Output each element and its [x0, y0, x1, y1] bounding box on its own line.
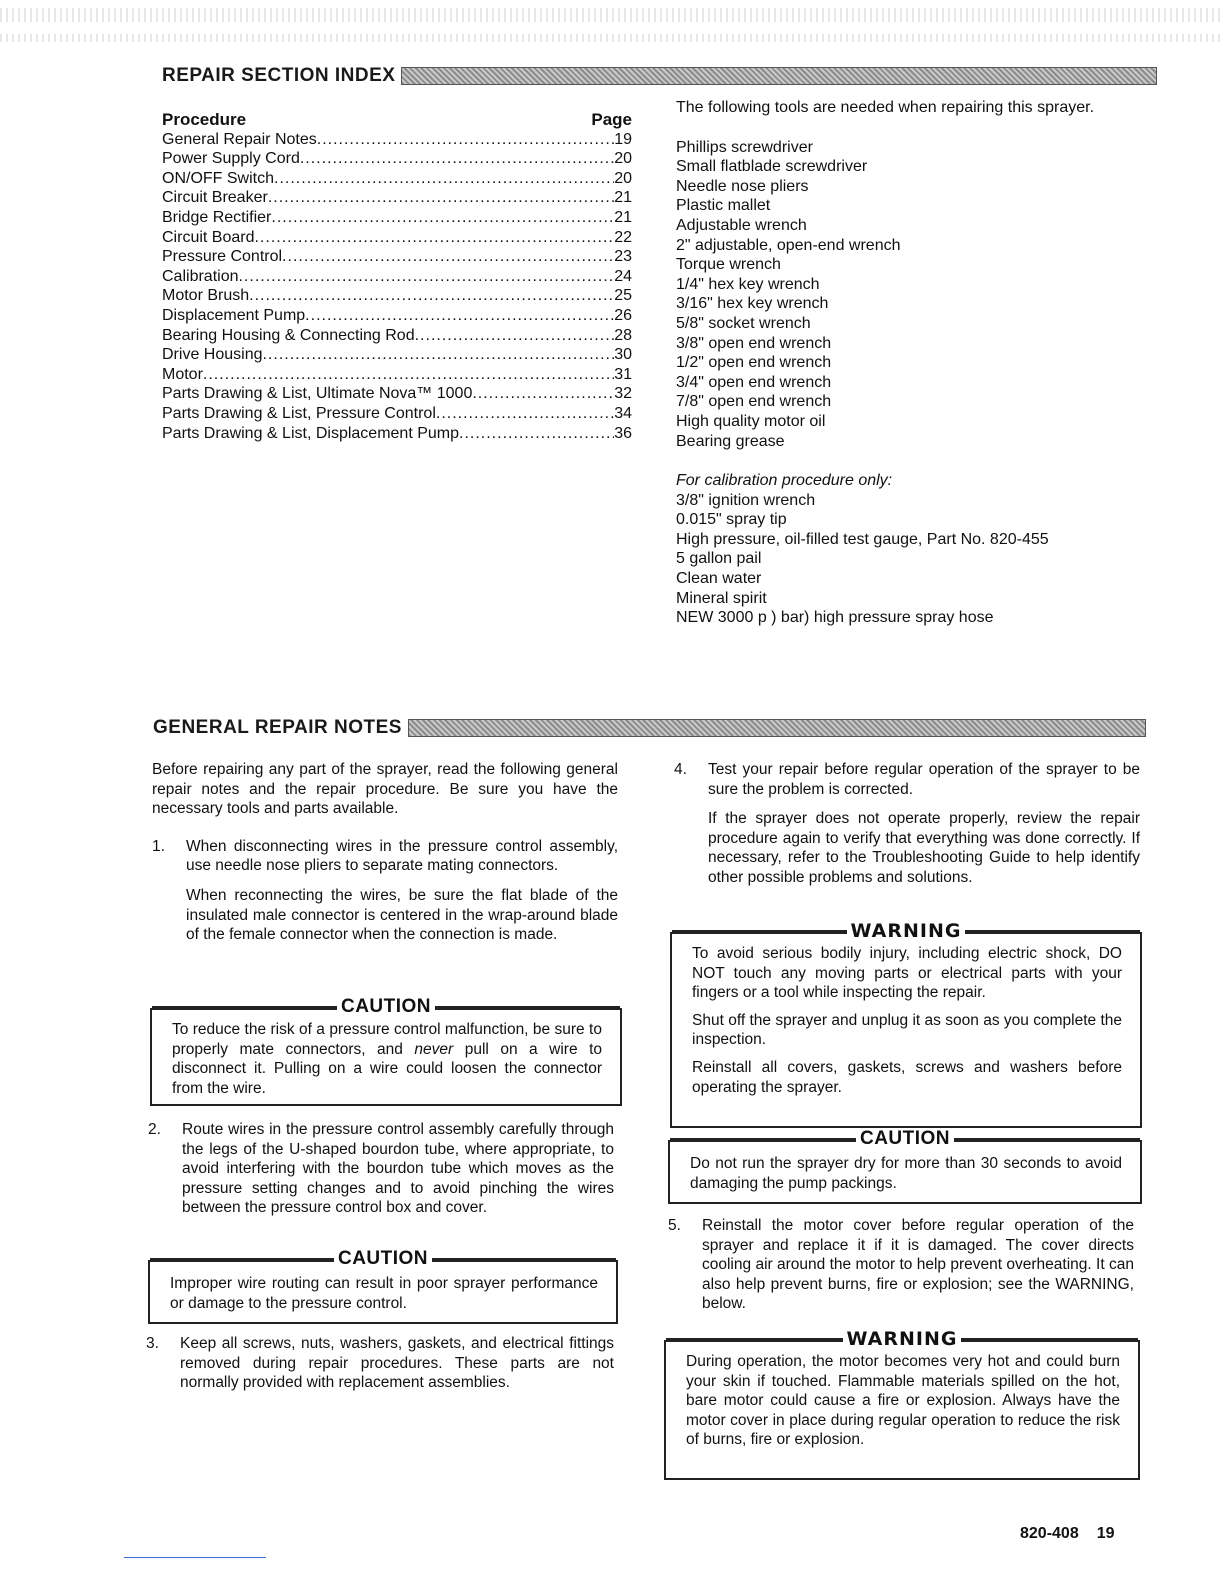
index-page: 31 [614, 365, 632, 383]
index-row [162, 326, 632, 346]
index-procedure: General Repair Notes [162, 130, 317, 148]
page-number: 19 [1096, 1525, 1115, 1542]
step-number: 5. [668, 1217, 681, 1234]
leader-dots [249, 286, 614, 306]
leader-dots [459, 424, 614, 444]
bottom-rule [124, 1557, 266, 1558]
index-row [162, 365, 632, 385]
leader-dots [415, 326, 615, 346]
calibration-items [676, 491, 1146, 628]
repair-index-title: REPAIR SECTION INDEX [162, 65, 396, 86]
calibration-tool-item: NEW 3000 p ) bar) high pressure spray hose [676, 609, 994, 627]
step-text: Keep all screws, nuts, washers, gaskets, and electrical fittings removed during repair procedures. These parts are not normally provided with replacement assemblies. [180, 1335, 614, 1392]
tool-item: Bearing grease [676, 432, 785, 450]
index-procedure: Circuit Board [162, 228, 255, 246]
tool-item: 7/8" open end wrench [676, 393, 832, 411]
index-procedure: ON/OFF Switch [162, 169, 275, 187]
index-procedure: Displacement Pump [162, 306, 306, 324]
index-procedure: Power Supply Cord [162, 150, 300, 168]
index-procedure: Parts Drawing & List, Displacement Pump [162, 424, 459, 442]
index-page: 24 [614, 267, 632, 285]
index-row [162, 247, 632, 267]
general-notes-header [153, 716, 1146, 740]
step-text: Route wires in the pressure control assembly carefully through the legs of the U-shaped bourdon tube, where appropriate, to avoid interfering with the bourdon tube which moves as the pressure setting changes and to avoid pinching the wires between the pressure control box and cover. [182, 1121, 614, 1217]
leader-dots [203, 365, 614, 385]
calibration-tool-item: 0.015" spray tip [676, 511, 787, 529]
leader-dots [274, 169, 614, 189]
index-procedure: Pressure Control [162, 248, 283, 266]
tool-item: High quality motor oil [676, 412, 826, 430]
step-text: Test your repair before regular operation of the sprayer to be sure the problem is corrected. [708, 761, 1140, 798]
step-3 [146, 1334, 614, 1393]
step-4 [674, 760, 1140, 888]
calibration-heading: For calibration procedure only: [676, 472, 893, 490]
index-page: 20 [614, 169, 632, 187]
caution-heading [670, 1128, 1140, 1150]
index-procedure: Bridge Rectifier [162, 208, 272, 226]
step-1 [152, 837, 618, 945]
procedure-column-header: Procedure [162, 110, 247, 129]
page-column-header: Page [591, 110, 632, 129]
index-page: 21 [614, 189, 632, 207]
step-number: 4. [674, 761, 687, 778]
warning-text: To avoid serious bodily injury, including electric shock, DO NOT touch any moving parts or electrical parts with your fingers or a tool while inspecting the repair. Shut off the sprayer and unplug it as soon as you complete the inspection. Reinstall all covers, gaskets, screws and washers before operating the sprayer. [692, 945, 1122, 1096]
tool-item: 5/8" socket wrench [676, 314, 811, 332]
general-notes-title: GENERAL REPAIR NOTES [153, 717, 402, 738]
index-procedure: Bearing Housing & Connecting Rod [162, 326, 415, 344]
index-row [162, 404, 632, 424]
leader-dots [268, 188, 614, 208]
tool-item: Plastic mallet [676, 197, 771, 215]
caution-text: To reduce the risk of a pressure control malfunction, be sure to properly mate connectors, and never pull on a wire to disconnect it. Pulling on a wire could loosen the connector from the wire. [172, 1021, 602, 1097]
leader-dots [238, 267, 614, 287]
tool-item: Small flatblade screwdriver [676, 158, 868, 176]
section-bar [408, 719, 1146, 737]
leader-dots [262, 345, 614, 365]
doc-number: 820-408 [1020, 1525, 1079, 1542]
index-procedure: Parts Drawing & List, Pressure Control [162, 404, 436, 422]
step-subtext: When reconnecting the wires, be sure the flat blade of the insulated male connector is centered in the wrap-around blade of the female connector when the connection is made. [186, 886, 618, 944]
warning-box-2 [664, 1328, 1140, 1480]
caution-box-2 [148, 1248, 618, 1324]
tool-item: 3/16" hex key wrench [676, 295, 829, 313]
scan-artifact [0, 8, 1224, 48]
leader-dots [271, 208, 614, 228]
caution-text: Improper wire routing can result in poor sprayer performance or damage to the pressure control. [170, 1275, 598, 1312]
index-procedure: Motor [162, 365, 203, 383]
index-row [162, 345, 632, 365]
index-row [162, 228, 632, 248]
step-number: 3. [146, 1335, 159, 1352]
warning-heading [672, 920, 1140, 942]
tool-item: Phillips screwdriver [676, 138, 813, 156]
repair-index-table [162, 110, 632, 443]
caution-label: CAUTION [334, 1248, 432, 1270]
tool-item: 3/8" open end wrench [676, 334, 832, 352]
warning-label: WARNING [843, 1328, 962, 1350]
index-page: 36 [614, 424, 632, 442]
caution-label: CAUTION [337, 996, 435, 1018]
index-page: 28 [614, 326, 632, 344]
index-page: 30 [614, 346, 632, 364]
index-page: 25 [614, 287, 632, 305]
step-5 [668, 1216, 1134, 1314]
index-row [162, 149, 632, 169]
warning-box-1 [670, 920, 1142, 1128]
index-row [162, 208, 632, 228]
tool-item: Adjustable wrench [676, 216, 807, 234]
caution-label: CAUTION [856, 1128, 954, 1150]
step-text: When disconnecting wires in the pressure control assembly, use needle nose pliers to separate mating connectors. [186, 837, 618, 875]
tool-item: Needle nose pliers [676, 177, 809, 195]
step-number: 2. [148, 1121, 161, 1138]
index-page: 19 [614, 130, 632, 148]
leader-dots [436, 404, 614, 424]
index-page: 20 [614, 150, 632, 168]
tool-item: 3/4" open end wrench [676, 373, 832, 391]
leader-dots [254, 228, 614, 248]
caution-heading [150, 1248, 616, 1270]
tools-items [676, 138, 1146, 452]
index-page: 26 [614, 306, 632, 324]
repair-index-header [162, 64, 1157, 88]
tool-item: 2" adjustable, open-end wrench [676, 236, 901, 254]
index-page: 34 [614, 404, 632, 422]
notes-step-2-block [148, 1120, 614, 1218]
notes-step-3-block [146, 1334, 614, 1393]
notes-intro: Before repairing any part of the sprayer, read the following general repair notes and the repair procedure. Be sure you have the necessary tools and parts available. [152, 761, 618, 818]
notes-right-column [674, 760, 1140, 888]
caution-heading [152, 996, 620, 1018]
warning-text: During operation, the motor becomes very hot and could burn your skin if touched. Flammable materials spilled on the hot, bare motor could cause a fire or explosion. Always have the motor cover in place during regular operation to reduce the risk of burns, fire or explosion. [686, 1353, 1120, 1449]
index-procedure: Drive Housing [162, 346, 263, 364]
index-page: 21 [614, 208, 632, 226]
tools-list [676, 98, 1146, 628]
index-page: 22 [614, 228, 632, 246]
index-procedure: Motor Brush [162, 287, 250, 305]
index-row [162, 424, 632, 444]
tool-item: Torque wrench [676, 256, 781, 274]
tools-intro: The following tools are needed when repairing this sprayer. [676, 99, 1095, 116]
notes-step-5-block [668, 1216, 1134, 1314]
index-procedure: Calibration [162, 267, 239, 285]
step-2 [148, 1120, 614, 1218]
index-row [162, 188, 632, 208]
index-header-row [162, 110, 632, 130]
tool-item: 1/4" hex key wrench [676, 275, 820, 293]
caution-box-1 [150, 996, 622, 1106]
warning-heading [666, 1328, 1138, 1350]
index-row [162, 169, 632, 189]
index-row [162, 267, 632, 287]
calibration-tool-item: Clean water [676, 570, 762, 588]
calibration-tool-item: Mineral spirit [676, 589, 767, 607]
calibration-tool-item: 5 gallon pail [676, 550, 762, 568]
leader-dots [282, 247, 614, 267]
leader-dots [317, 130, 614, 150]
tool-item: 1/2" open end wrench [676, 354, 832, 372]
step-number: 1. [152, 837, 165, 855]
section-bar [401, 67, 1157, 85]
index-row [162, 130, 632, 150]
index-page: 32 [614, 385, 632, 403]
leader-dots [300, 149, 614, 169]
step-subtext: If the sprayer does not operate properly, review the repair procedure again to verify that everything was done correctly. If necessary, refer to the Troubleshooting Guide to help identify other possible problems and solutions. [708, 810, 1140, 886]
index-row [162, 384, 632, 404]
page-footer [1020, 1525, 1115, 1543]
warning-label: WARNING [847, 920, 966, 942]
notes-left-column [152, 760, 618, 945]
caution-box-3 [668, 1128, 1142, 1204]
index-row [162, 286, 632, 306]
step-text: Reinstall the motor cover before regular operation of the sprayer and replace it if it is damaged. The cover directs cooling air around the motor to help prevent overheating. It can also help prevent burns, fire or explosion; see the WARNING, below. [702, 1217, 1134, 1313]
caution-text: Do not run the sprayer dry for more than 30 seconds to avoid damaging the pump packings. [690, 1155, 1122, 1192]
calibration-tool-item: 3/8" ignition wrench [676, 491, 816, 509]
leader-dots [305, 306, 614, 326]
index-procedure: Parts Drawing & List, Ultimate Nova™ 1000 [162, 385, 473, 403]
leader-dots [472, 384, 614, 404]
index-row [162, 306, 632, 326]
index-page: 23 [614, 248, 632, 266]
index-procedure: Circuit Breaker [162, 189, 268, 207]
calibration-tool-item: High pressure, oil-filled test gauge, Part No. 820-455 [676, 530, 1049, 548]
